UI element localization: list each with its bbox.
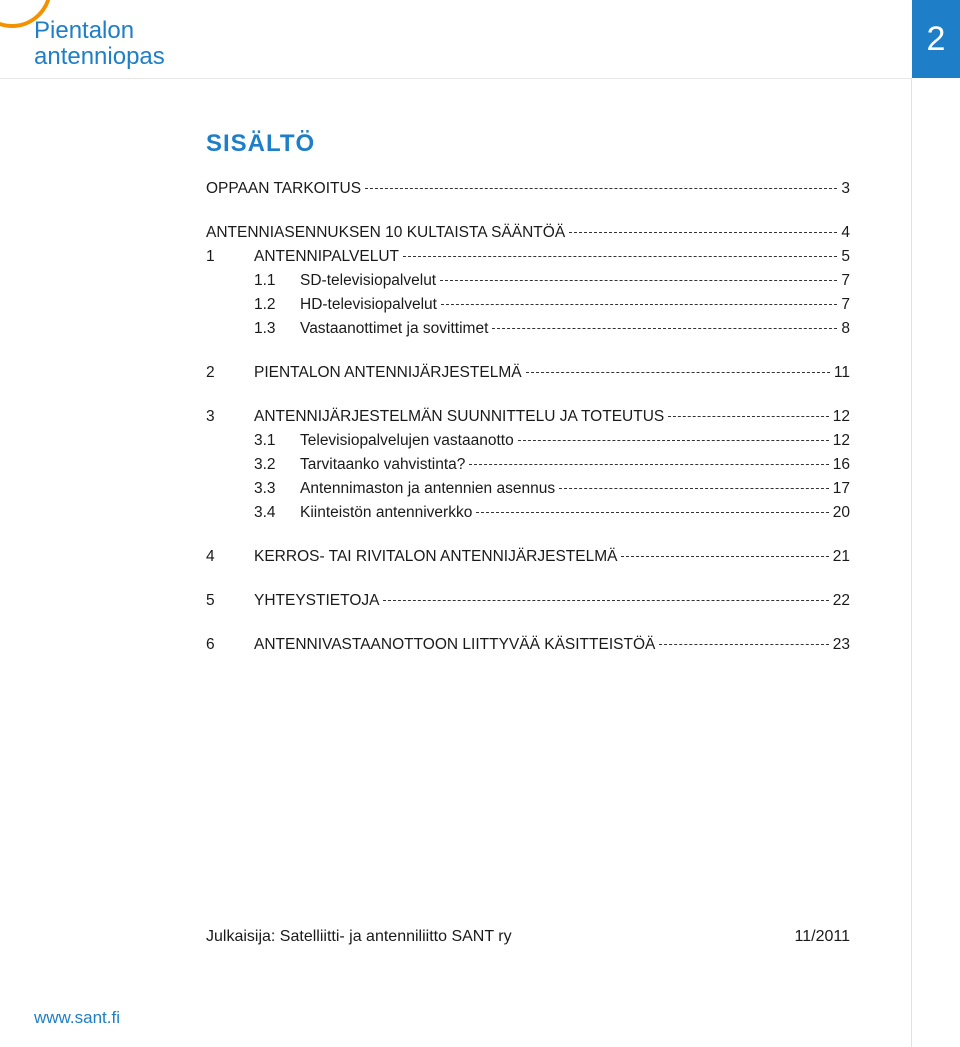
toc-label: Vastaanottimet ja sovittimet <box>300 320 489 337</box>
toc-leader <box>383 600 828 601</box>
header-band <box>0 0 960 79</box>
toc-page-number: 4 <box>841 224 850 241</box>
toc-leader <box>441 304 837 305</box>
toc-number: 3.4 <box>254 504 276 521</box>
toc-number: 3.1 <box>254 432 276 449</box>
toc-label: Kiinteistön antenniverkko <box>300 504 473 521</box>
toc-number: 3.3 <box>254 480 276 497</box>
toc-label: PIENTALON ANTENNIJÄRJESTELMÄ <box>254 364 522 381</box>
toc-row[interactable] <box>206 272 850 296</box>
toc-page-number: 20 <box>832 504 850 521</box>
page-title: SISÄLTÖ <box>206 130 316 157</box>
toc-label: OPPAAN TARKOITUS <box>206 180 362 197</box>
toc-row[interactable] <box>206 408 850 432</box>
toc-number: 1.1 <box>254 272 276 289</box>
toc-leader <box>621 556 828 557</box>
toc-label: HD-televisiopalvelut <box>300 296 437 313</box>
toc-page-number: 7 <box>841 272 850 289</box>
publication-date: 11/2011 <box>794 928 850 945</box>
toc-leader <box>518 440 829 441</box>
toc-page-number: 23 <box>832 636 850 653</box>
toc-label: KERROS- TAI RIVITALON ANTENNIJÄRJESTELMÄ <box>254 548 618 565</box>
toc-leader <box>569 232 837 233</box>
publisher-footer <box>206 928 850 946</box>
toc-page-number: 7 <box>841 296 850 313</box>
toc-label: Antennimaston ja antennien asennus <box>300 480 556 497</box>
toc-number: 2 <box>206 364 215 381</box>
toc-row[interactable] <box>206 320 850 344</box>
toc-row[interactable] <box>206 296 850 320</box>
page-number-tab <box>912 0 960 78</box>
toc-leader <box>469 464 828 465</box>
toc-row[interactable] <box>206 548 850 572</box>
website-link[interactable]: www.sant.fi <box>34 1008 120 1027</box>
toc-number: 1 <box>206 248 215 265</box>
toc-page-number: 11 <box>833 364 850 381</box>
toc-label: ANTENNIJÄRJESTELMÄN SUUNNITTELU JA TOTEUTUS <box>254 408 665 425</box>
toc-label: ANTENNIASENNUKSEN 10 KULTAISTA SÄÄNTÖÄ <box>206 224 566 241</box>
toc-number: 4 <box>206 548 215 565</box>
toc-page-number: 12 <box>832 408 850 425</box>
toc-leader <box>365 188 837 189</box>
toc-leader <box>440 280 837 281</box>
toc-leader <box>526 372 830 373</box>
toc-row[interactable] <box>206 224 850 248</box>
toc-page-number: 22 <box>832 592 850 609</box>
toc-leader <box>659 644 828 645</box>
brand-line-1: Pientalon <box>34 17 135 44</box>
toc-number: 3 <box>206 408 215 425</box>
toc-page-number: 12 <box>832 432 850 449</box>
toc-leader <box>476 512 828 513</box>
toc-number: 1.3 <box>254 320 276 337</box>
toc-page-number: 17 <box>832 480 850 497</box>
brand-line-2: antenniopas <box>34 43 165 70</box>
toc-label: ANTENNIVASTAANOTTOON LIITTYVÄÄ KÄSITTEISTÖÄ <box>254 636 656 653</box>
toc-page-number: 16 <box>832 456 850 473</box>
toc-row[interactable] <box>206 480 850 504</box>
toc-page-number: 8 <box>841 320 850 337</box>
publisher-text: Julkaisija: Satelliitti- ja antenniliitto SANT ry <box>206 928 512 945</box>
toc-label: ANTENNIPALVELUT <box>254 248 399 265</box>
brand-title <box>34 18 165 70</box>
toc-row[interactable] <box>206 432 850 456</box>
toc-page-number: 21 <box>832 548 850 565</box>
toc-row[interactable] <box>206 592 850 616</box>
toc-number: 1.2 <box>254 296 276 313</box>
toc-number: 3.2 <box>254 456 276 473</box>
toc-row[interactable] <box>206 248 850 272</box>
toc-row[interactable] <box>206 364 850 388</box>
toc-page-number: 3 <box>841 180 850 197</box>
toc-leader <box>559 488 829 489</box>
table-of-contents <box>206 180 850 660</box>
toc-row[interactable] <box>206 636 850 660</box>
toc-leader <box>492 328 837 329</box>
toc-row[interactable] <box>206 456 850 480</box>
toc-number: 6 <box>206 636 215 653</box>
toc-leader <box>668 416 829 417</box>
right-margin-rule <box>911 78 960 1047</box>
toc-label: YHTEYSTIETOJA <box>254 592 380 609</box>
toc-page-number: 5 <box>841 248 850 265</box>
toc-number: 5 <box>206 592 215 609</box>
toc-row[interactable] <box>206 180 850 204</box>
toc-label: Tarvitaanko vahvistinta? <box>300 456 466 473</box>
page-number: 2 <box>926 19 946 58</box>
toc-leader <box>403 256 837 257</box>
toc-row[interactable] <box>206 504 850 528</box>
toc-label: Televisiopalvelujen vastaanotto <box>300 432 514 449</box>
toc-label: SD-televisiopalvelut <box>300 272 437 289</box>
